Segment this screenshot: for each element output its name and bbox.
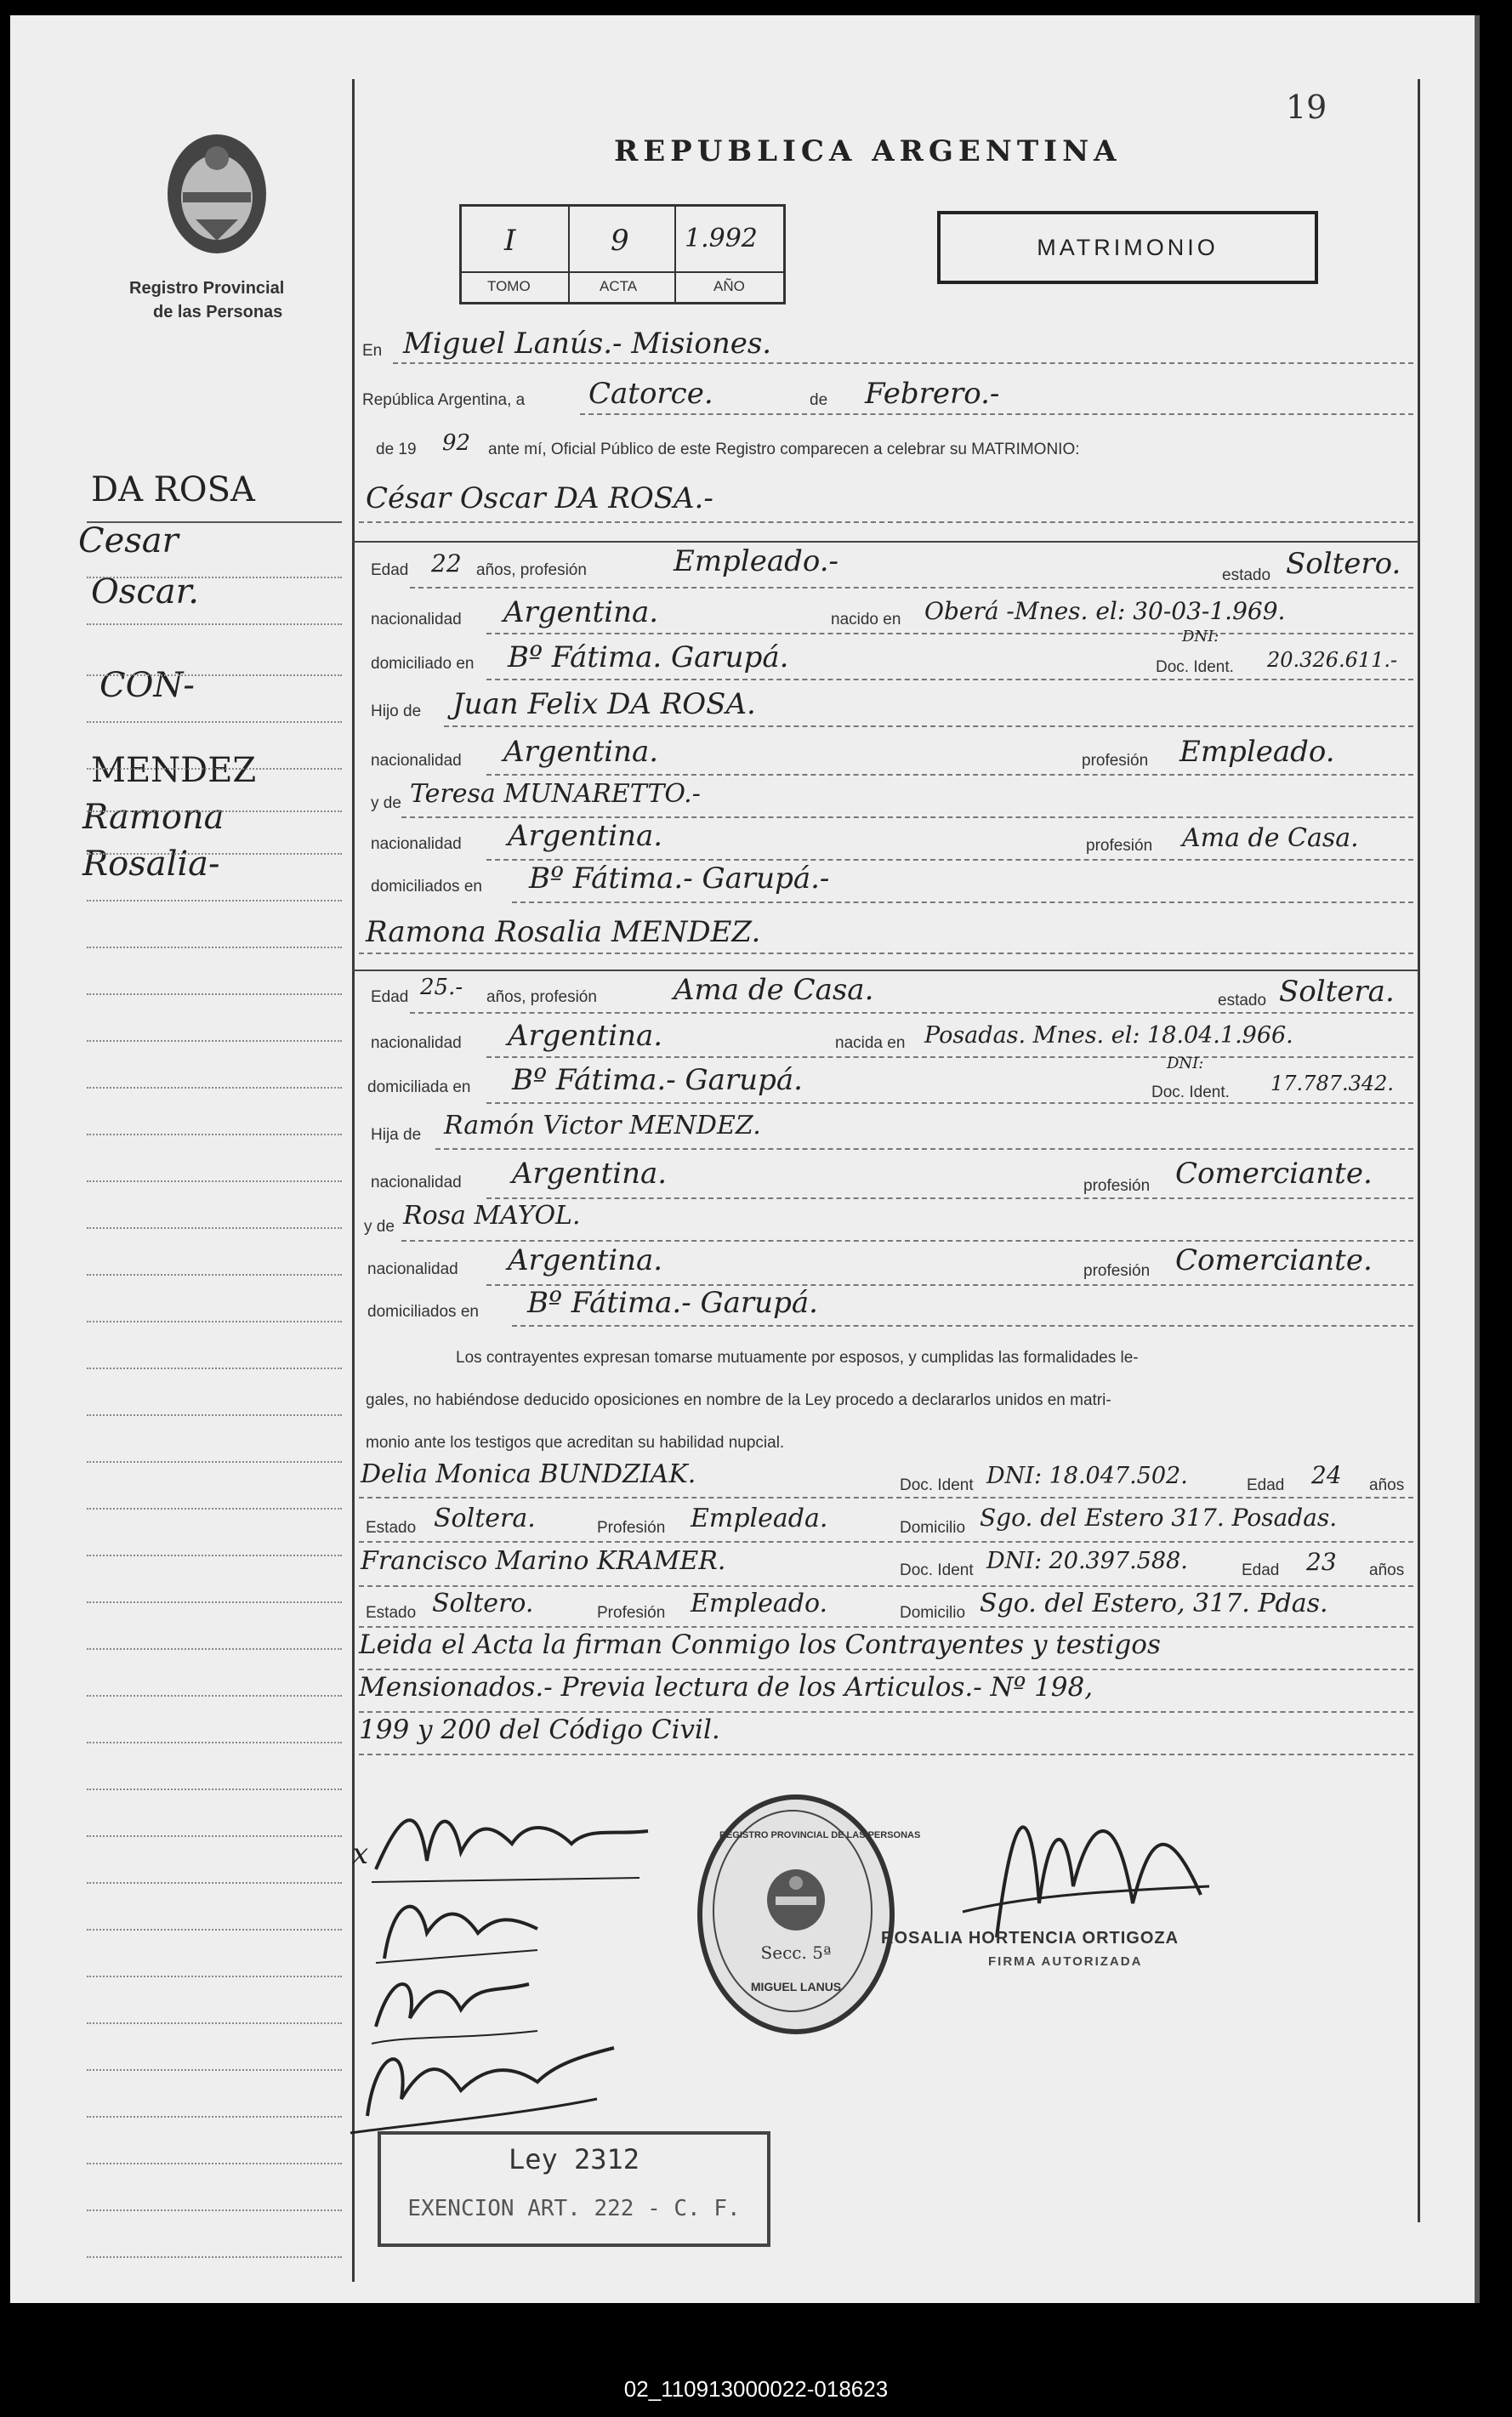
bride-hija-label: Hija de [371, 1126, 422, 1144]
label-en: En [362, 342, 383, 360]
groom-father-prof-label: profesión [1082, 752, 1149, 770]
witness2-estado-label: Estado [366, 1604, 417, 1622]
bride-nac-label: nacionalidad [371, 1034, 462, 1052]
country-heading: REPUBLICA ARGENTINA [614, 134, 1122, 168]
bride-nacionalidad: Argentina. [508, 1019, 663, 1053]
right-border [1418, 79, 1420, 2222]
signature-groom-icon [367, 1793, 657, 1895]
margin-note-4: CON- [99, 666, 195, 705]
groom-nacionalidad: Argentina. [503, 595, 659, 629]
witness2-profesion-label: Profesión [597, 1604, 666, 1622]
bride-dom-label: domiciliada en [367, 1078, 471, 1096]
groom-estado: Soltero. [1286, 547, 1401, 581]
groom-dom-label: domiciliado en [371, 655, 475, 673]
ano-value: 1.992 [685, 224, 758, 253]
act-type-label: MATRIMONIO [1037, 234, 1219, 260]
registry-name-line1: Registro Provincial [129, 279, 285, 298]
record-number-box [459, 204, 786, 304]
place-value: Miguel Lanús.- Misiones. [403, 327, 772, 361]
groom-nacido-label: nacido en [831, 611, 901, 628]
bride-parents-dom-label: domiciliados en [367, 1303, 479, 1321]
witness1-domicilio-label: Domicilio [900, 1519, 966, 1537]
witness2-domicilio: Sgo. del Estero, 317. Pdas. [980, 1589, 1328, 1618]
groom-father-nac-label: nacionalidad [371, 752, 462, 770]
groom-hijo-label: Hijo de [371, 702, 422, 720]
witness2-name: Francisco Marino KRAMER. [361, 1546, 726, 1576]
official-seal [697, 1794, 921, 2034]
groom-edad-label: Edad [371, 561, 409, 579]
bride-nacida-label: nacida en [835, 1034, 906, 1052]
witness2-doc: DNI: 20.397.588. [986, 1548, 1188, 1574]
groom-profesion-label: años, profesión [476, 561, 587, 579]
margin-note-1: DA ROSA [91, 470, 255, 509]
groom-mother-nac-label: nacionalidad [371, 835, 462, 853]
witness1-edad: 24 [1311, 1461, 1342, 1489]
groom-mark: x [352, 1837, 369, 1871]
tomo-label: TOMO [487, 278, 531, 294]
month-value: Febrero.- [865, 377, 1000, 411]
groom-profesion: Empleado.- [674, 544, 839, 578]
groom-father-nac: Argentina. [503, 735, 659, 769]
witness2-doc-label: Doc. Ident [900, 1561, 974, 1579]
label-de: de [810, 391, 828, 409]
bride-parents-dom: Bº Fátima.- Garupá. [527, 1286, 818, 1320]
closing-note-line2: Mensionados.- Previa lectura de los Articulos.- Nº 198, [359, 1672, 1094, 1703]
witness1-estado-label: Estado [366, 1519, 417, 1537]
bride-domicilio: Bº Fátima.- Garupá. [512, 1063, 803, 1097]
groom-edad: 22 [431, 549, 462, 577]
witness1-doc-label: Doc. Ident [900, 1476, 974, 1494]
groom-y-de-label: y de [371, 794, 401, 812]
seal-section: Secc. 5ª [760, 1942, 832, 1963]
bride-estado: Soltera. [1279, 975, 1395, 1009]
bride-father-prof-label: profesión [1083, 1177, 1151, 1195]
margin-note-3: Oscar. [91, 572, 200, 611]
declaration-line2: gales, no habiéndose deducido oposiciones en nombre de la Ley procedo a declararlos unidos en matri- [366, 1391, 1111, 1409]
witness1-doc: DNI: 18.047.502. [986, 1463, 1188, 1489]
closing-note-line3: 199 y 200 del Código Civil. [359, 1715, 720, 1745]
witness2-edad: 23 [1306, 1548, 1337, 1576]
groom-doc-type: DNI: [1182, 628, 1219, 645]
seal-locality: MIGUEL LANUS [750, 1980, 842, 1993]
bride-mother-prof-label: profesión [1083, 1262, 1151, 1280]
margin-note-7: Rosalia- [82, 845, 220, 884]
bride-profesion-label: años, profesión [486, 988, 597, 1006]
groom-doc: 20.326.611.- [1267, 648, 1398, 672]
bride-doc: 17.787.342. [1270, 1072, 1395, 1095]
witness1-anos-label: años [1369, 1476, 1405, 1494]
declaration-line3: monio ante los testigos que acreditan su habilidad nupcial. [366, 1434, 785, 1452]
margin-note-5: MENDEZ [91, 751, 257, 790]
official-title: FIRMA AUTORIZADA [988, 1954, 1143, 1969]
bride-nacida: Posadas. Mnes. el: 18.04.1.966. [924, 1022, 1293, 1049]
tomo-value: I [504, 224, 516, 258]
groom-nacido: Oberá -Mnes. el: 30-03-1.969. [924, 597, 1286, 625]
bride-mother-nac-label: nacionalidad [367, 1260, 458, 1278]
year-value: 92 [442, 430, 471, 456]
bride-y-de-label: y de [364, 1218, 395, 1236]
witness1-profesion-label: Profesión [597, 1519, 666, 1537]
witness1-name: Delia Monica BUNDZIAK. [361, 1459, 696, 1489]
groom-name: César Oscar DA ROSA.- [366, 481, 713, 515]
witness2-profesion: Empleado. [691, 1589, 828, 1618]
groom-father-prof: Empleado. [1179, 735, 1335, 769]
declaration-line1: Los contrayentes expresan tomarse mutuamente por esposos, y cumplidas las formalidades le- [456, 1349, 1139, 1367]
groom-mother: Teresa MUNARETTO.- [410, 779, 701, 809]
groom-estado-label: estado [1222, 566, 1271, 584]
bride-mother-prof: Comerciante. [1175, 1243, 1373, 1277]
bride-edad: 25.- [420, 975, 463, 1000]
bride-father-prof: Comerciante. [1175, 1157, 1373, 1191]
witness1-profesion: Empleada. [691, 1504, 828, 1533]
witness2-anos-label: años [1369, 1561, 1405, 1579]
closing-note-line1: Leida el Acta la firman Conmigo los Contrayentes y testigos [359, 1629, 1161, 1660]
exemption-stamp [378, 2131, 770, 2247]
label-republica: República Argentina, a [362, 391, 526, 409]
witness2-domicilio-label: Domicilio [900, 1604, 966, 1622]
groom-parents-dom-label: domiciliados en [371, 878, 482, 896]
acta-label: ACTA [600, 278, 638, 294]
official-name: ROSALIA HORTENCIA ORTIGOZA [881, 1929, 1179, 1948]
witness2-estado: Soltero. [432, 1589, 534, 1618]
witness1-domicilio: Sgo. del Estero 317. Posadas. [980, 1504, 1338, 1532]
bride-name: Ramona Rosalia MENDEZ. [366, 915, 761, 949]
seal-outer-text: REGISTRO PROVINCIAL DE LAS PERSONAS [719, 1830, 921, 1840]
registry-name-line2: de las Personas [153, 303, 283, 321]
stamp-line2: EXENCION ART. 222 - C. F. [407, 2196, 741, 2221]
bride-mother-nac: Argentina. [508, 1243, 663, 1277]
groom-mother-prof: Ama de Casa. [1182, 823, 1359, 853]
groom-nac-label: nacionalidad [371, 611, 462, 628]
stamp-line1: Ley 2312 [508, 2143, 640, 2175]
groom-domicilio: Bº Fátima. Garupá. [508, 640, 789, 674]
statement-text: ante mí, Oficial Público de este Registro comparecen a celebrar su MATRIMONIO: [488, 441, 1080, 458]
act-type-box [937, 211, 1318, 284]
margin-note-6: Ramona [82, 798, 225, 837]
bride-edad-label: Edad [371, 988, 409, 1006]
bride-doc-type: DNI: [1167, 1055, 1204, 1072]
margin-note-2: Cesar [78, 521, 179, 560]
groom-mother-prof-label: profesión [1086, 837, 1153, 855]
groom-father: Juan Felix DA ROSA. [452, 687, 756, 721]
groom-doc-label: Doc. Ident. [1156, 658, 1234, 676]
witness1-edad-label: Edad [1247, 1476, 1285, 1494]
footer-caption: 02_110913000022-018623 [623, 2376, 889, 2402]
bride-profesion: Ama de Casa. [674, 973, 874, 1007]
seal-emblem-icon [762, 1866, 830, 1934]
witness2-edad-label: Edad [1242, 1561, 1280, 1579]
acta-value: 9 [611, 224, 629, 258]
margin-divider [352, 79, 355, 2282]
page-number: 19 [1286, 88, 1327, 126]
bride-father-nac-label: nacionalidad [371, 1174, 462, 1191]
bride-mother: Rosa MAYOL. [403, 1201, 581, 1231]
document-page [10, 15, 1480, 2303]
day-value: Catorce. [588, 377, 713, 411]
bride-doc-label: Doc. Ident. [1151, 1083, 1230, 1101]
label-year: de 19 [376, 441, 417, 458]
bride-father-nac: Argentina. [512, 1157, 668, 1191]
coat-of-arms-icon [162, 126, 272, 262]
witness1-estado: Soltera. [434, 1504, 536, 1533]
bride-estado-label: estado [1218, 992, 1267, 1009]
ano-label: AÑO [713, 278, 745, 294]
bride-father: Ramón Victor MENDEZ. [444, 1111, 761, 1140]
groom-parents-dom: Bº Fátima.- Garupá.- [529, 862, 830, 896]
groom-mother-nac: Argentina. [508, 819, 663, 853]
signature-witness2-icon [342, 2031, 622, 2141]
